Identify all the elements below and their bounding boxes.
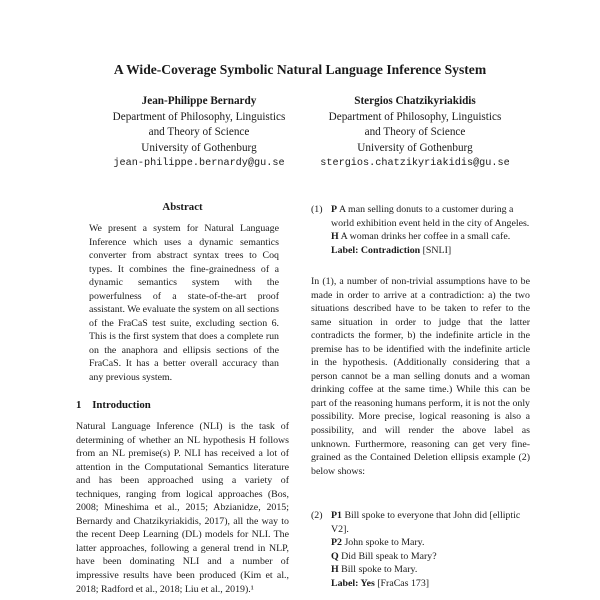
label-source: [SNLI] [422, 244, 452, 256]
paper-title: A Wide-Coverage Symbolic Natural Language Inference System [113, 62, 487, 77]
abstract-text: We present a system for Natural Language Inference which uses a dynamic semantics converter from abstract syntax trees to Coq types. It combines the fine-grainedness of a dynamic semantics system with the powerfulness of a state-of-the-art proof assistant. We evaluate the system on all sections of the FraCaS test suite, excluding section 6. This is the first system that does a complete run on the anaphora and ellipsis sections of the FraCaS. It has a better overall accuracy than any previous system. [89, 223, 279, 384]
example-1 [311, 203, 530, 257]
author-affiliation: and Theory of Science [364, 126, 466, 139]
author-affiliation: Department of Philosophy, Linguistics [328, 110, 502, 123]
introduction-text: Natural Language Inference (NLI) is the task of determining of whether an NL hypothesis H follows from an NL premise(s) P. NLI has received a lot of attention in the Computational Semantics literature and has been approached using a variety of techniques, ranging from logical approaches (Bos, 2008; Mineshima et al., 2015; Abzianidze, 2015; Bernardy and Chatzikyriakidis, 2017), all the way to the recent Deep Learning (DL) models for NLI. The latter approaches, following a general trend in NLP, have been dominating NLI and a number of impressive results have been produced (Kim et al., 2018; Radford et al., 2018; Liu et al., 2019).¹ [76, 421, 289, 595]
author-affiliation: Department of Philosophy, Linguistics [112, 110, 286, 123]
body-paragraph: In (1), a number of non-trivial assumptions have to be made in order to arrive at a contradiction: a) the two situations described have to be taken to refer to the same situation in order to judge that the latter contradicts the former, b) the indefinite article in the premise has to be identified with the indefinite article in the hypothesis. (Additionally considering that a person cannot be a man selling donuts and a woman drinking coffee at the same time.) While this can be part of the reasoning humans perform, it is not the only possibility. More precise, logical reasoning is also a possibility, and will render the above label as unknown. Furthermore, reasoning can get very fine-grained as the Contained Deletion ellipsis example (2) below shows: [311, 276, 530, 477]
author-affiliation: and Theory of Science [148, 126, 250, 139]
author-affiliation: University of Gothenburg [357, 141, 473, 154]
author-email: stergios.chatzikyriakidis@gu.se [320, 158, 510, 170]
hypothesis-label: H [331, 564, 339, 576]
example-number: (1) [311, 204, 323, 215]
question-label: Q [331, 550, 339, 562]
author-name: Stergios Chatzikyriakidis [354, 95, 476, 107]
author-affiliation: University of Gothenburg [141, 141, 257, 154]
hypothesis-label: H [331, 231, 339, 243]
premise-text: A man selling donuts to a customer during a world exhibition event held in the city of Angeles. [331, 204, 530, 229]
author-name: Jean-Philippe Bernardy [141, 95, 257, 107]
hypothesis-text: Bill spoke to Mary. [341, 564, 418, 576]
label-key: Label: Yes [331, 577, 375, 589]
premise-label: P2 [331, 537, 342, 549]
section-heading [76, 399, 151, 411]
label-key: Label: Contradiction [331, 244, 421, 256]
premise-label: P [331, 204, 338, 215]
section-title: Introduction [92, 399, 151, 411]
author-block-2 [300, 94, 530, 172]
premise-text: John spoke to Mary. [344, 537, 425, 549]
label-source: [FraCas 173] [377, 577, 430, 589]
hypothesis-text: A woman drinks her coffee in a small cafe. [340, 231, 511, 243]
abstract-heading: Abstract [162, 201, 203, 213]
author-block-1 [84, 94, 314, 172]
example-2 [311, 509, 530, 590]
question-text: Did Bill speak to Mary? [341, 550, 437, 562]
example-number: (2) [311, 510, 323, 521]
premise-text: Bill spoke to everyone that John did [elliptic V2]. [331, 510, 521, 535]
premise-label: P1 [331, 510, 342, 521]
section-number: 1 [76, 399, 82, 411]
author-email: jean-philippe.bernardy@gu.se [113, 158, 285, 170]
